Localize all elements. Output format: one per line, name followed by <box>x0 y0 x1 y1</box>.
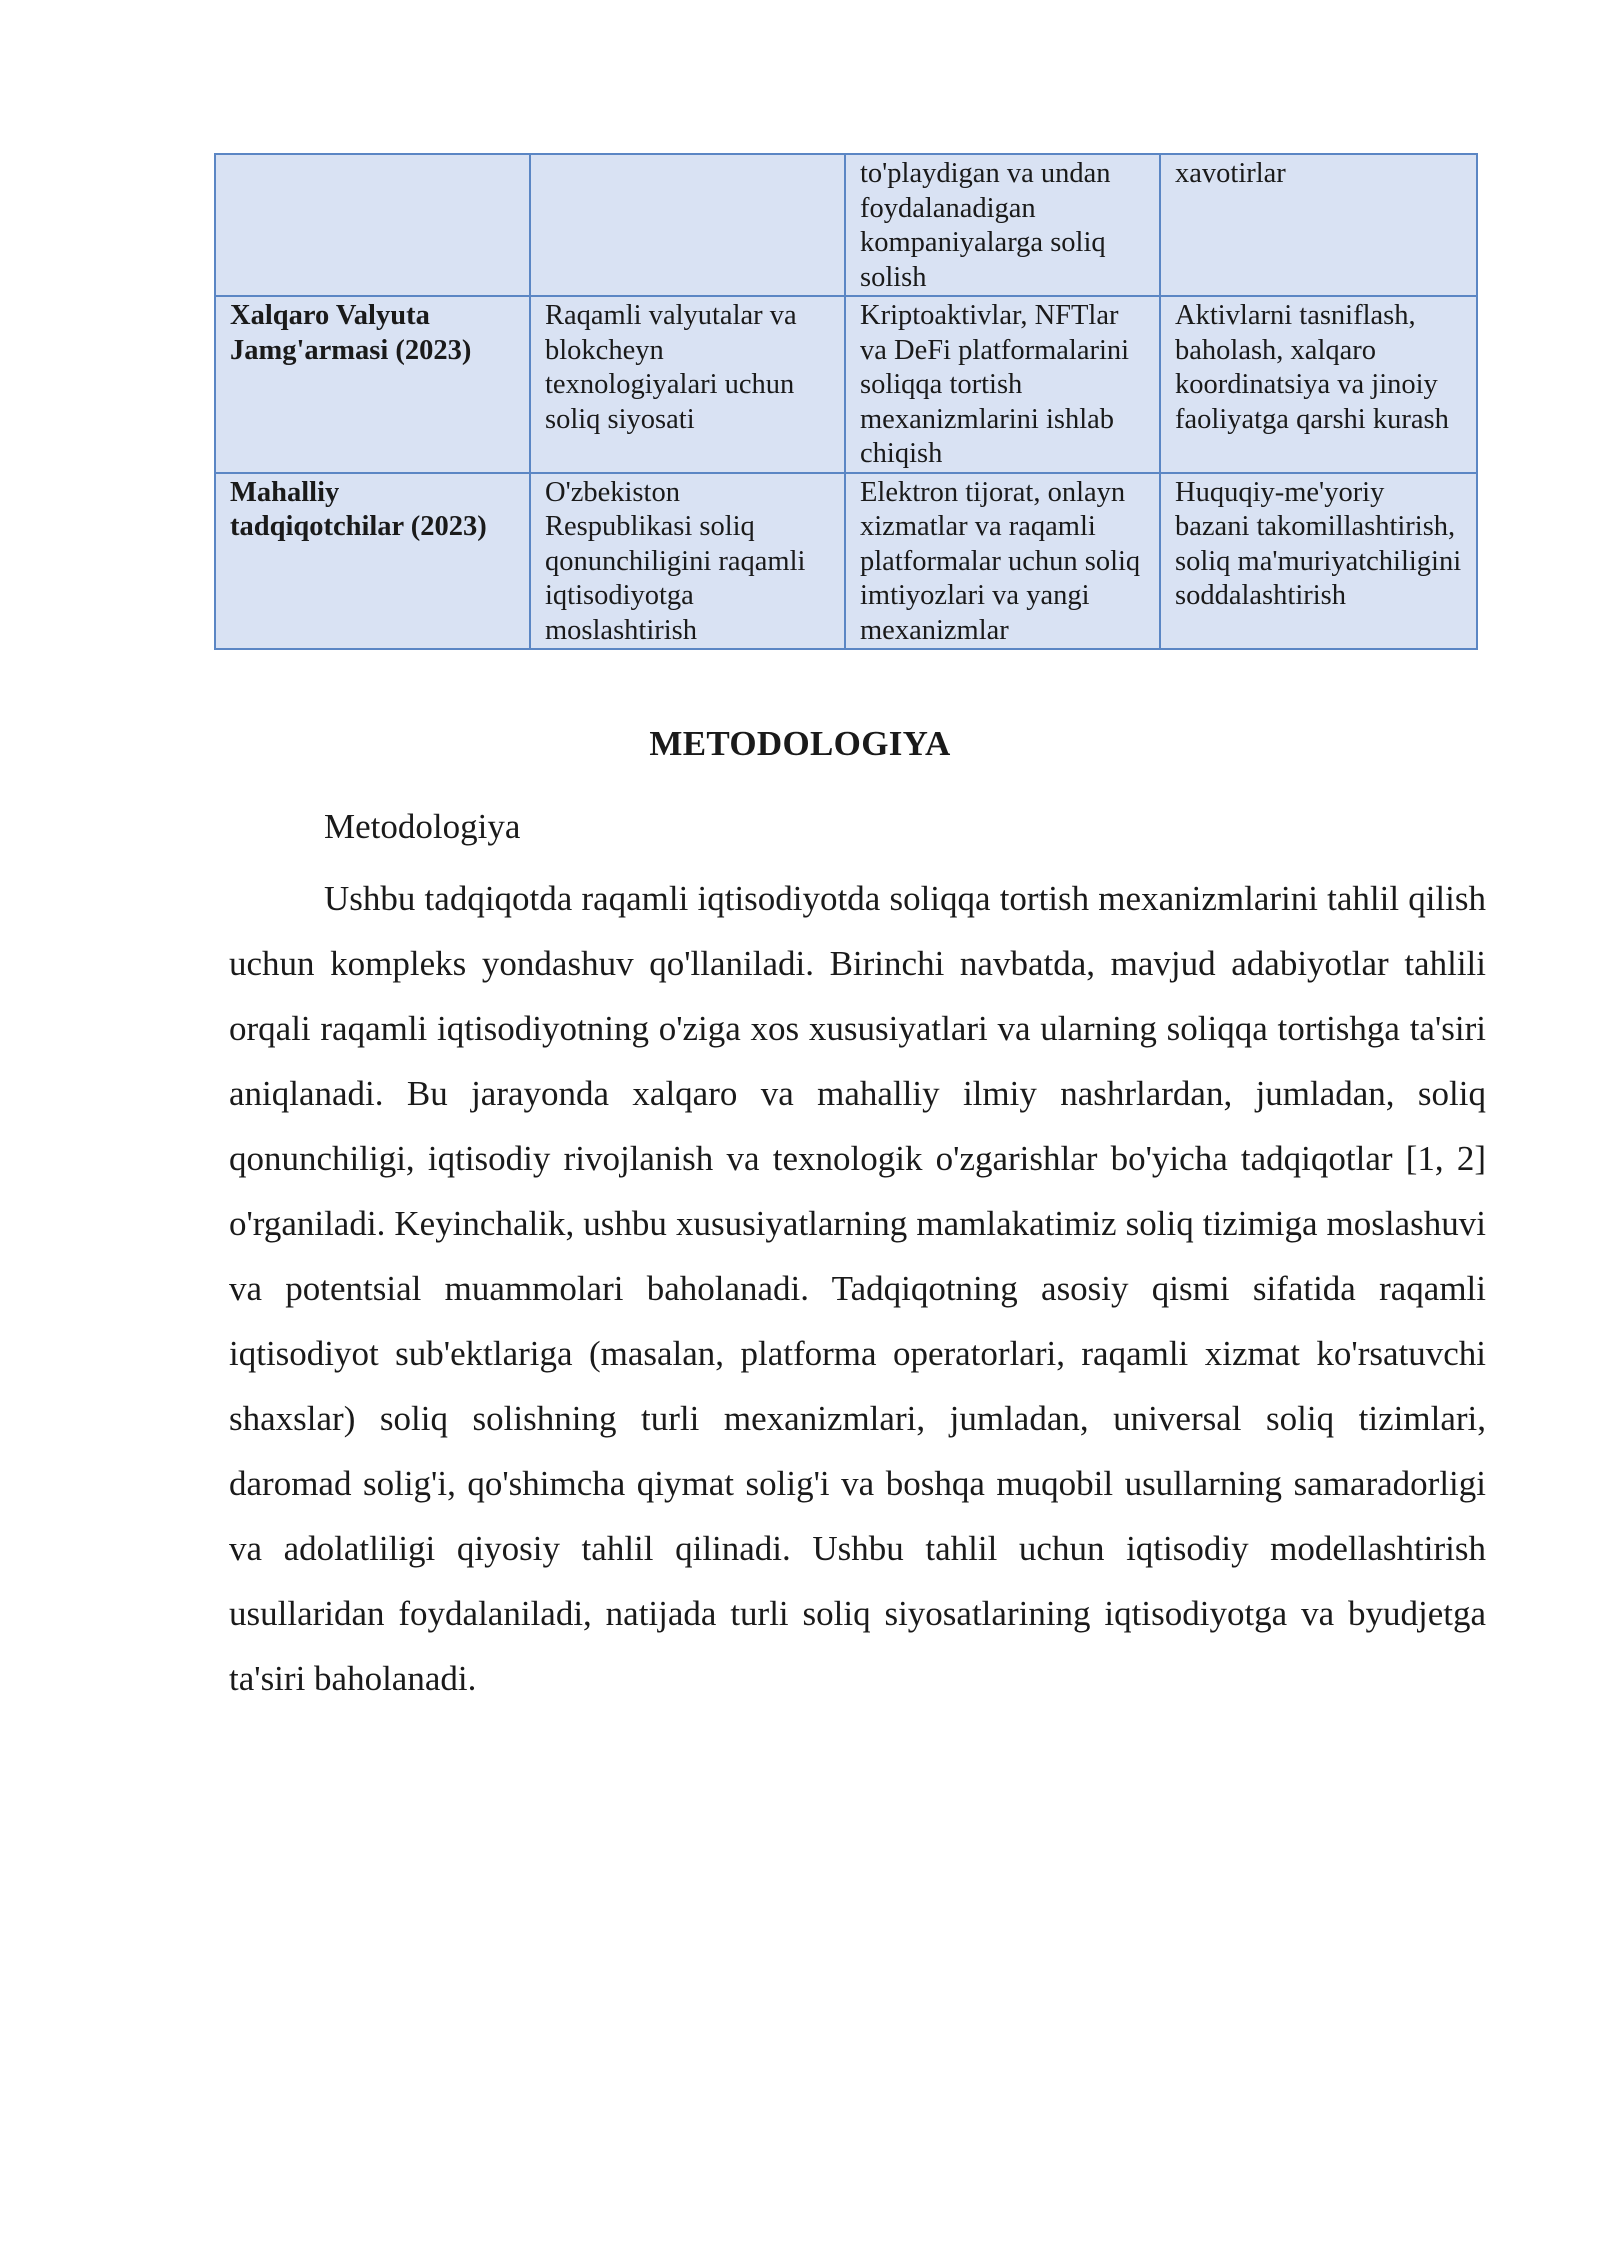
table-row <box>215 296 1477 473</box>
cell-challenges: Huquqiy-me'yoriy bazani takomillashtirish, soliq ma'muriyatchiligini soddalashtirish <box>1160 473 1477 650</box>
table-row <box>215 473 1477 650</box>
cell-focus: O'zbekiston Respublikasi soliq qonunchiligini raqamli iqtisodiyotga moslashtirish <box>530 473 845 650</box>
cell-focus: Raqamli valyutalar va blokcheyn texnologiyalari uchun soliq siyosati <box>530 296 845 473</box>
cell-author <box>215 154 530 296</box>
literature-review-table <box>214 153 1478 650</box>
section-subheading: Metodologiya <box>324 807 521 846</box>
cell-challenges: xavotirlar <box>1160 154 1477 296</box>
cell-mechanism: Kriptoaktivlar, NFTlar va DeFi platformalarini soliqqa tortish mexanizmlarini ishlab chiqish <box>845 296 1160 473</box>
cell-author: Xalqaro Valyuta Jamg'armasi (2023) <box>215 296 530 473</box>
cell-focus <box>530 154 845 296</box>
cell-author: Mahalliy tadqiqotchilar (2023) <box>215 473 530 650</box>
section-heading: METODOLOGIYA <box>649 724 951 763</box>
table-row <box>215 154 1477 296</box>
body-paragraph: Ushbu tadqiqotda raqamli iqtisodiyotda soliqqa tortish mexanizmlarini tahlil qilish uchun kompleks yondashuv qo'llaniladi. Birinchi navbatda, mavjud adabiyotlar tahlili orqali raqamli iqtisodiyotning o'ziga xos xususiyatlari va ularning soliqqa tortishga ta'siri aniqlanadi. Bu jarayonda xalqaro va mahalliy ilmiy nashrlardan, jumladan, soliq qonunchiligi, iqtisodiy rivojlanish va texnologik o'zgarishlar bo'yicha tadqiqotlar [1, 2] o'rganiladi. Keyinchalik, ushbu xususiyatlarning mamlakatimiz soliq tizimiga moslashuvi va potentsial muammolari baholanadi. Tadqiqotning asosiy qismi sifatida raqamli iqtisodiyot sub'ektlariga (masalan, platforma operatorlari, raqamli xizmat ko'rsatuvchi shaxslar) soliq solishning turli mexanizmlari, jumladan, universal soliq tizimlari, daromad solig'i, qo'shimcha qiymat solig'i va boshqa muqobil usullarning samaradorligi va adolatliligi qiyosiy tahlil qilinadi. Ushbu tahlil uchun iqtisodiy modellashtirish usullaridan foydalaniladi, natijada turli soliq siyosatlarining iqtisodiyotga va byudjetga ta'siri baholanadi. <box>229 879 1486 1698</box>
cell-mechanism: Elektron tijorat, onlayn xizmatlar va raqamli platformalar uchun soliq imtiyozlari va yangi mexanizmlar <box>845 473 1160 650</box>
cell-challenges: Aktivlarni tasniflash, baholash, xalqaro koordinatsiya va jinoiy faoliyatga qarshi kurash <box>1160 296 1477 473</box>
cell-mechanism: to'playdigan va undan foydalanadigan kompaniyalarga soliq solish <box>845 154 1160 296</box>
